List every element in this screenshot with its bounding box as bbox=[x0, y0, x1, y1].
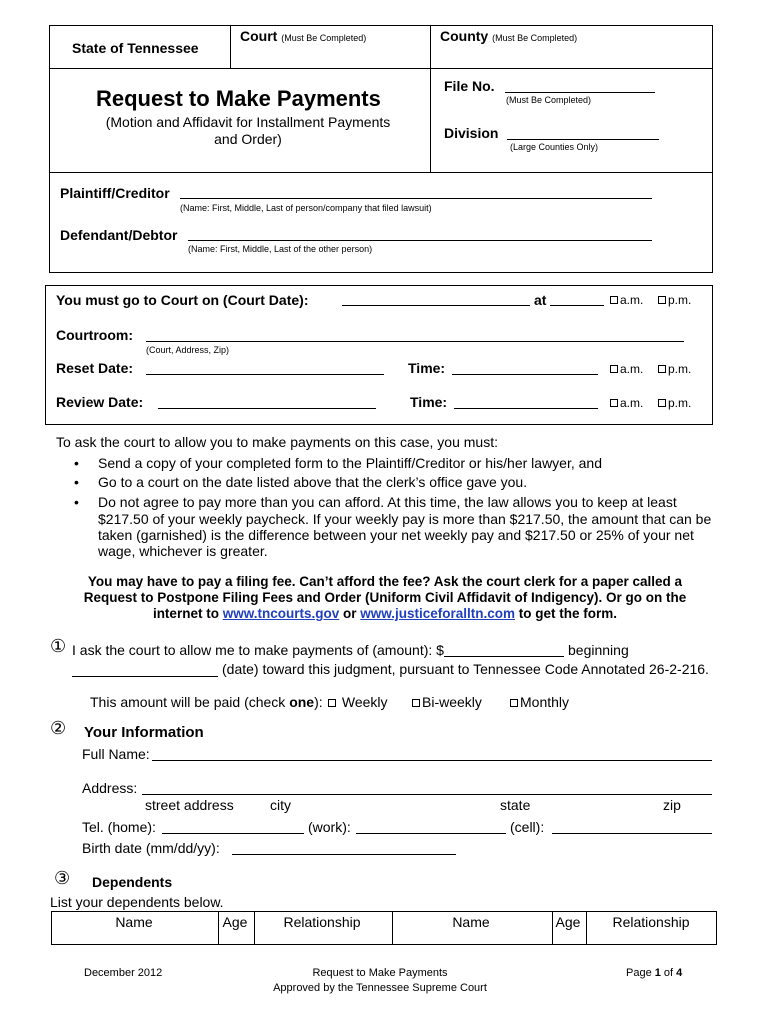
fee-notice-line1: You may have to pay a filing fee. Can’t afford the fee? Ask the court clerk for a paper called a bbox=[87, 574, 683, 589]
instruction-bullet-3-line4: wage, whichever is greater. bbox=[98, 543, 268, 559]
payment-frequency-label: This amount will be paid (check one): bbox=[90, 694, 323, 710]
fee-notice-line3: internet to www.tncourts.gov or www.justiceforalltn.com to get the form. bbox=[152, 606, 618, 621]
column-header-relationship: Relationship bbox=[283, 914, 361, 930]
review-pm-checkbox[interactable]: p.m. bbox=[658, 396, 691, 410]
reset-date-label: Reset Date: bbox=[56, 360, 134, 376]
section-2-number: ② bbox=[50, 718, 67, 738]
bullet-dot-icon: • bbox=[74, 494, 79, 510]
checkbox-icon bbox=[658, 365, 666, 373]
county-field[interactable] bbox=[440, 28, 577, 44]
checkbox-icon bbox=[412, 699, 420, 707]
instruction-bullet-2: Go to a court on the date listed above that the clerk’s office gave you. bbox=[98, 474, 528, 490]
tel-cell-label: (cell): bbox=[510, 819, 545, 835]
division-input[interactable] bbox=[507, 139, 659, 140]
file-no-note: (Must Be Completed) bbox=[506, 95, 592, 105]
review-date-input[interactable] bbox=[158, 408, 376, 409]
dependents-instruction: List your dependents below. bbox=[50, 894, 224, 910]
checkbox-icon bbox=[510, 699, 518, 707]
full-name-label: Full Name: bbox=[82, 746, 150, 762]
tel-work-input[interactable] bbox=[356, 833, 506, 834]
court-label: Court bbox=[240, 28, 278, 44]
tel-home-input[interactable] bbox=[162, 833, 304, 834]
checkbox-icon bbox=[328, 699, 336, 707]
tel-work-label: (work): bbox=[308, 819, 351, 835]
reset-time-label: Time: bbox=[408, 360, 446, 376]
file-no-label: File No. bbox=[444, 78, 495, 94]
street-address-caption: street address bbox=[145, 797, 234, 813]
instruction-bullet-3-line2: $217.50 of your weekly paycheck. If your weekly pay is more than $217.50, the amount that can be bbox=[98, 511, 712, 527]
judgment-text: (date) toward this judgment, pursuant to Tennessee Code Annotated 26-2-216. bbox=[222, 661, 709, 677]
fee-notice-line2: Request to Postpone Filing Fees and Order (Uniform Civil Affidavit of Indigency). Or go on the bbox=[83, 590, 687, 605]
defendant-label: Defendant/Debtor bbox=[60, 227, 178, 243]
state-caption: state bbox=[500, 797, 531, 813]
column-header-relationship: Relationship bbox=[612, 914, 690, 930]
plaintiff-input[interactable] bbox=[180, 198, 652, 199]
form-subtitle-line2: and Order) bbox=[214, 131, 282, 147]
address-label: Address: bbox=[82, 780, 138, 796]
reset-am-checkbox[interactable]: a.m. bbox=[610, 362, 643, 376]
courtroom-label: Courtroom: bbox=[56, 327, 133, 343]
reset-date-input[interactable] bbox=[146, 374, 384, 375]
division-label: Division bbox=[444, 125, 499, 141]
instruction-bullet-3-line3: taken (garnished) is the difference between your net weekly pay and $217.50 or 25% of your net bbox=[98, 527, 694, 543]
footer-approved: Approved by the Tennessee Supreme Court bbox=[273, 982, 487, 994]
birth-date-label: Birth date (mm/dd/yy): bbox=[82, 840, 220, 856]
instructions-intro: To ask the court to allow you to make payments on this case, you must: bbox=[56, 434, 498, 450]
review-am-checkbox[interactable]: a.m. bbox=[610, 396, 643, 410]
court-am-checkbox[interactable]: a.m. bbox=[610, 293, 643, 307]
form-subtitle-line1: (Motion and Affidavit for Installment Payments bbox=[105, 114, 391, 130]
address-input[interactable] bbox=[142, 794, 712, 795]
your-information-heading: Your Information bbox=[84, 724, 204, 741]
justiceforall-link[interactable]: www.justiceforalltn.com bbox=[360, 606, 516, 621]
column-header-age: Age bbox=[555, 914, 581, 930]
payment-amount-input[interactable] bbox=[444, 656, 564, 657]
review-time-label: Time: bbox=[410, 394, 448, 410]
section-1-number: ① bbox=[50, 636, 67, 656]
bullet-dot-icon: • bbox=[74, 455, 79, 471]
file-no-input[interactable] bbox=[505, 92, 655, 93]
county-label: County bbox=[440, 28, 489, 44]
payment-amount-label: I ask the court to allow me to make payments of (amount): $ bbox=[72, 642, 444, 658]
zip-caption: zip bbox=[663, 797, 681, 813]
footer-form-title: Request to Make Payments bbox=[312, 967, 448, 979]
footer-page-number: Page 1 of 4 bbox=[626, 967, 683, 979]
section-3-number: ③ bbox=[54, 868, 71, 888]
bullet-dot-icon: • bbox=[74, 474, 79, 490]
court-pm-checkbox[interactable]: p.m. bbox=[658, 293, 691, 307]
birth-date-input[interactable] bbox=[232, 854, 456, 855]
defendant-input[interactable] bbox=[188, 240, 652, 241]
reset-time-input[interactable] bbox=[452, 374, 598, 375]
biweekly-checkbox[interactable]: Bi-weekly bbox=[412, 694, 482, 710]
checkbox-icon bbox=[610, 365, 618, 373]
tncourts-link[interactable]: www.tncourts.gov bbox=[222, 606, 340, 621]
checkbox-icon bbox=[610, 399, 618, 407]
form-title: Request to Make Payments bbox=[96, 86, 381, 111]
court-time-input[interactable] bbox=[550, 305, 604, 306]
instruction-bullet-3-line1: Do not agree to pay more than you can afford. At this time, the law allows you to keep at least bbox=[98, 494, 677, 510]
tel-cell-input[interactable] bbox=[552, 833, 712, 834]
tel-home-label: Tel. (home): bbox=[82, 819, 156, 835]
division-note: (Large Counties Only) bbox=[510, 142, 599, 152]
review-date-label: Review Date: bbox=[56, 394, 144, 410]
payment-start-date-input[interactable] bbox=[72, 676, 218, 677]
checkbox-icon bbox=[658, 296, 666, 304]
footer-date: December 2012 bbox=[84, 967, 163, 979]
monthly-checkbox[interactable]: Monthly bbox=[510, 694, 569, 710]
review-time-input[interactable] bbox=[454, 408, 598, 409]
state-label: State of Tennessee bbox=[72, 40, 199, 56]
checkbox-icon bbox=[658, 399, 666, 407]
court-field[interactable] bbox=[240, 28, 366, 44]
reset-pm-checkbox[interactable]: p.m. bbox=[658, 362, 691, 376]
city-caption: city bbox=[270, 797, 291, 813]
dependents-heading: Dependents bbox=[92, 874, 173, 890]
plaintiff-label: Plaintiff/Creditor bbox=[60, 185, 170, 201]
county-note: (Must Be Completed) bbox=[492, 33, 578, 43]
column-header-age: Age bbox=[222, 914, 248, 930]
weekly-checkbox[interactable]: Weekly bbox=[328, 694, 388, 710]
column-header-name: Name bbox=[115, 914, 153, 930]
courtroom-input[interactable] bbox=[146, 341, 684, 342]
court-date-label: You must go to Court on (Court Date): bbox=[56, 292, 309, 308]
beginning-label: beginning bbox=[568, 642, 629, 658]
plaintiff-note: (Name: First, Middle, Last of person/company that filed lawsuit) bbox=[180, 203, 432, 213]
full-name-input[interactable] bbox=[152, 760, 712, 761]
court-note: (Must Be Completed) bbox=[281, 33, 367, 43]
court-date-input[interactable] bbox=[342, 305, 530, 306]
defendant-note: (Name: First, Middle, Last of the other person) bbox=[188, 244, 373, 254]
courtroom-note: (Court, Address, Zip) bbox=[146, 345, 230, 355]
instruction-bullet-1: Send a copy of your completed form to the Plaintiff/Creditor or his/her lawyer, and bbox=[98, 455, 602, 471]
checkbox-icon bbox=[610, 296, 618, 304]
at-label: at bbox=[534, 292, 547, 308]
column-header-name: Name bbox=[452, 914, 490, 930]
